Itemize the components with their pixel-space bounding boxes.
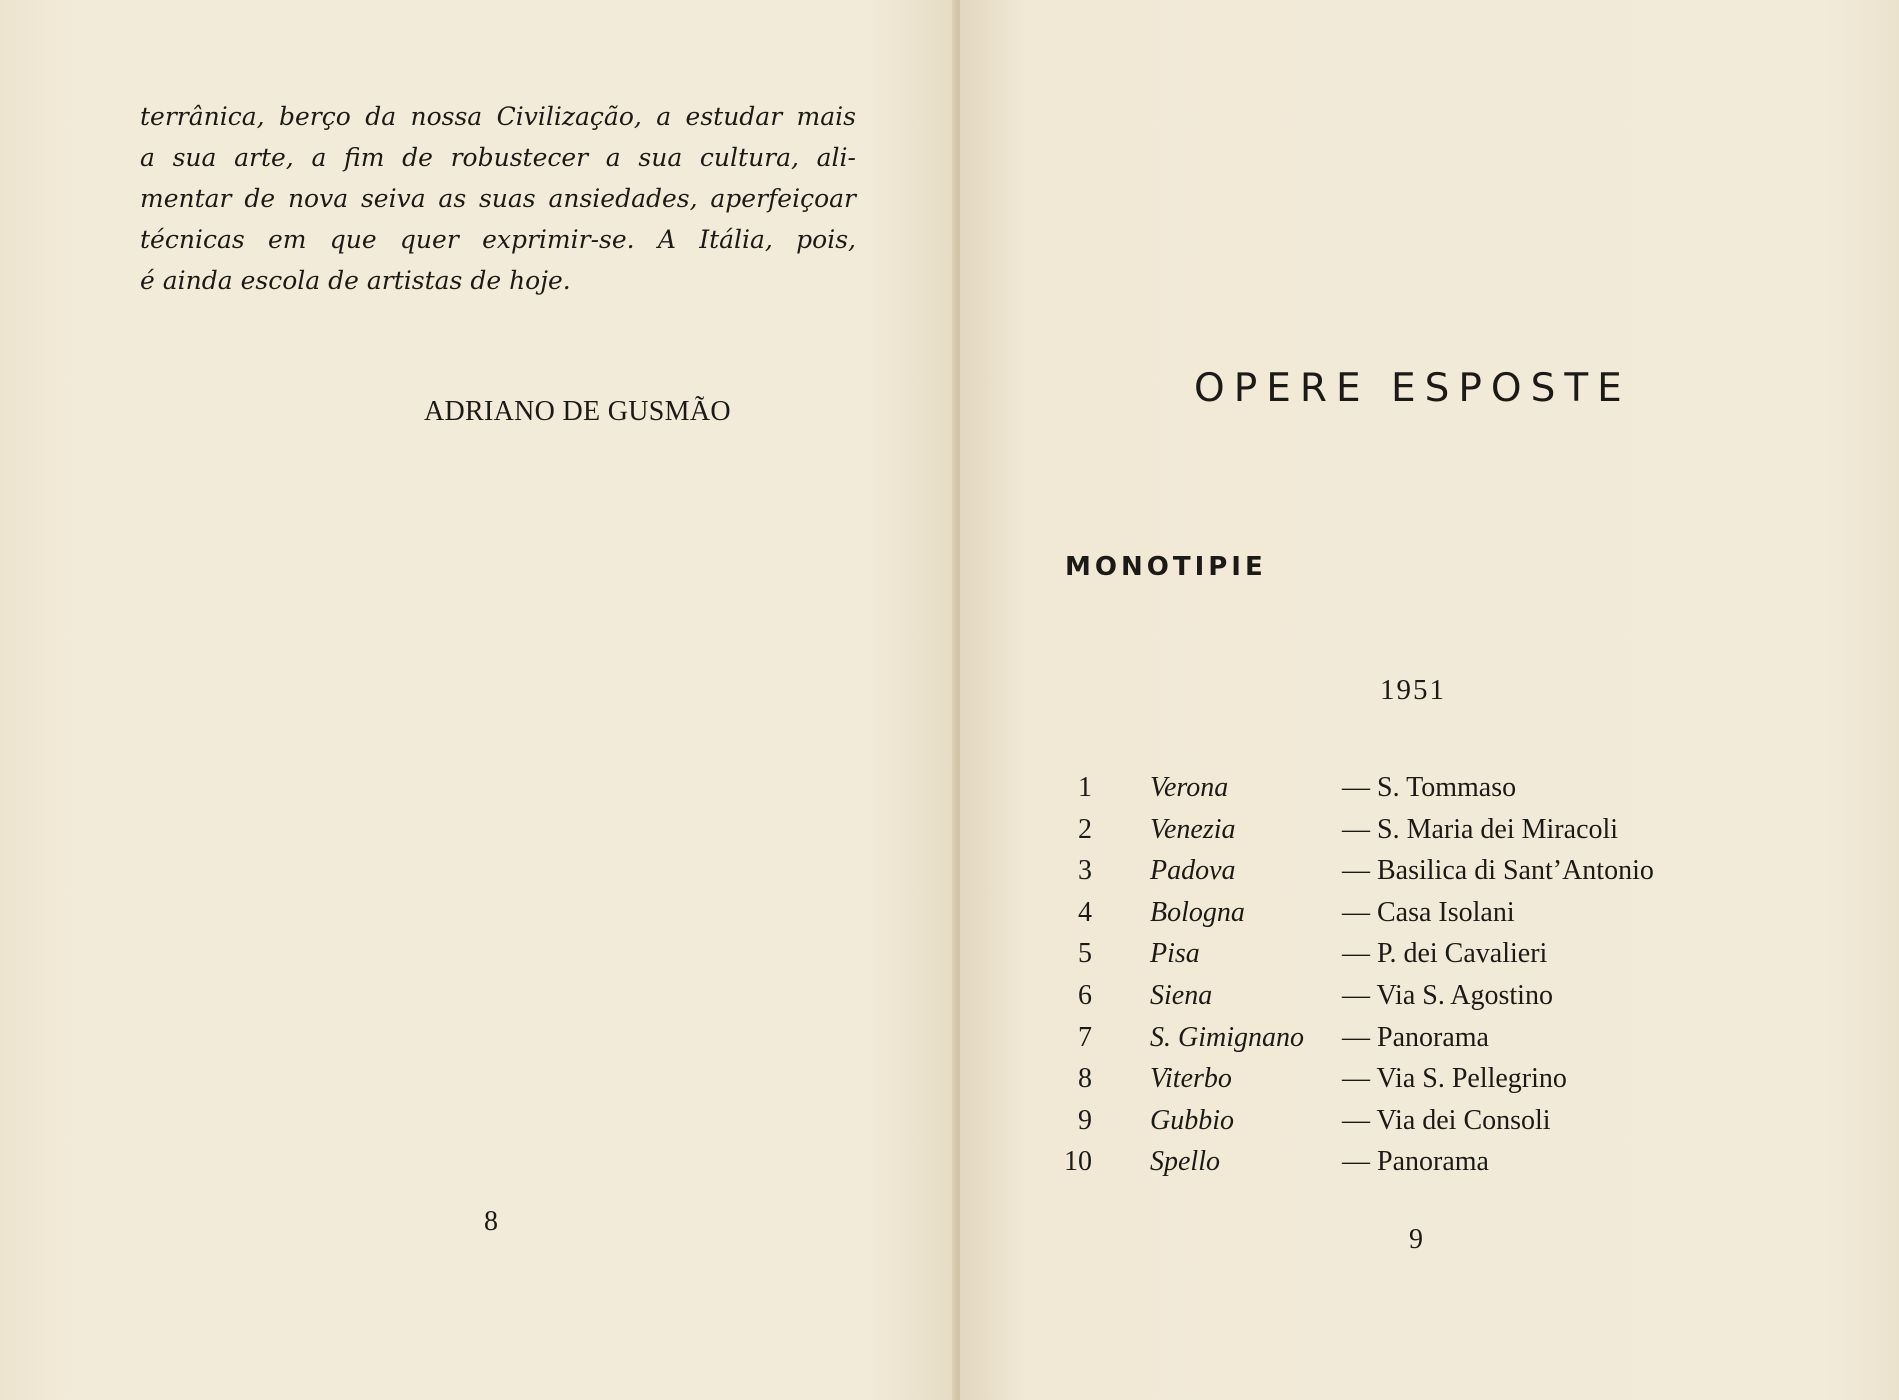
work-site: — Panorama	[1342, 1021, 1489, 1053]
work-city: S. Gimignano	[1150, 1021, 1304, 1053]
list-item	[1050, 938, 1710, 980]
prose-line: a sua arte, a fim de robustecer a sua cultura, ali-	[140, 143, 856, 172]
work-number: 3	[1078, 855, 1092, 887]
prose-paragraph	[140, 96, 856, 301]
page-number-left: 8	[484, 1206, 498, 1237]
work-number: 9	[1078, 1104, 1092, 1136]
list-item	[1050, 1146, 1710, 1188]
work-city: Viterbo	[1150, 1063, 1232, 1095]
list-item	[1050, 897, 1710, 939]
prose-line: terrânica, berço da nossa Civilização, a estudar mais	[140, 102, 856, 131]
year-label: 1951	[1380, 674, 1446, 706]
work-city: Siena	[1150, 979, 1213, 1011]
work-site: — Panorama	[1342, 1146, 1489, 1178]
works-list	[1050, 772, 1710, 1188]
prose-line: é ainda escola de artistas de hoje.	[140, 266, 571, 295]
work-site: — Via S. Pellegrino	[1342, 1063, 1567, 1095]
list-item	[1050, 1105, 1710, 1147]
work-city: Bologna	[1150, 896, 1245, 928]
work-number: 8	[1078, 1063, 1092, 1095]
author-signature: ADRIANO DE GUSMÃO	[424, 396, 731, 427]
list-item	[1050, 1022, 1710, 1064]
work-number: 6	[1078, 979, 1092, 1011]
prose-line: técnicas em que quer exprimir-se. A Itália, pois,	[140, 225, 856, 254]
work-site: — S. Maria dei Miracoli	[1342, 813, 1619, 845]
work-city: Verona	[1150, 772, 1229, 803]
work-number: 10	[1064, 1146, 1092, 1178]
page-number-right: 9	[1409, 1224, 1423, 1255]
list-item	[1050, 772, 1710, 814]
work-site: — P. dei Cavalieri	[1342, 938, 1548, 970]
work-city: Pisa	[1150, 938, 1200, 970]
work-number: 7	[1078, 1021, 1092, 1053]
list-item	[1050, 1063, 1710, 1105]
work-number: 5	[1078, 938, 1092, 970]
work-number: 1	[1078, 772, 1092, 803]
work-site: — S. Tommaso	[1342, 772, 1517, 803]
work-number: 4	[1078, 896, 1092, 928]
list-item	[1050, 814, 1710, 856]
work-site: — Casa Isolani	[1342, 896, 1515, 928]
list-item	[1050, 855, 1710, 897]
work-site: — Via dei Consoli	[1342, 1104, 1551, 1136]
work-city: Spello	[1150, 1146, 1220, 1178]
work-site: — Via S. Agostino	[1342, 979, 1553, 1011]
work-city: Venezia	[1150, 813, 1236, 845]
page-heading: OPERE ESPOSTE	[1194, 366, 1631, 411]
work-city: Padova	[1150, 855, 1236, 887]
prose-line: mentar de nova seiva as suas ansiedades, aperfeiçoar	[140, 184, 856, 213]
work-number: 2	[1078, 813, 1092, 845]
list-item	[1050, 980, 1710, 1022]
work-site: — Basilica di Sant’Antonio	[1342, 855, 1654, 887]
work-city: Gubbio	[1150, 1104, 1234, 1136]
section-title: MONOTIPIE	[1065, 552, 1267, 582]
